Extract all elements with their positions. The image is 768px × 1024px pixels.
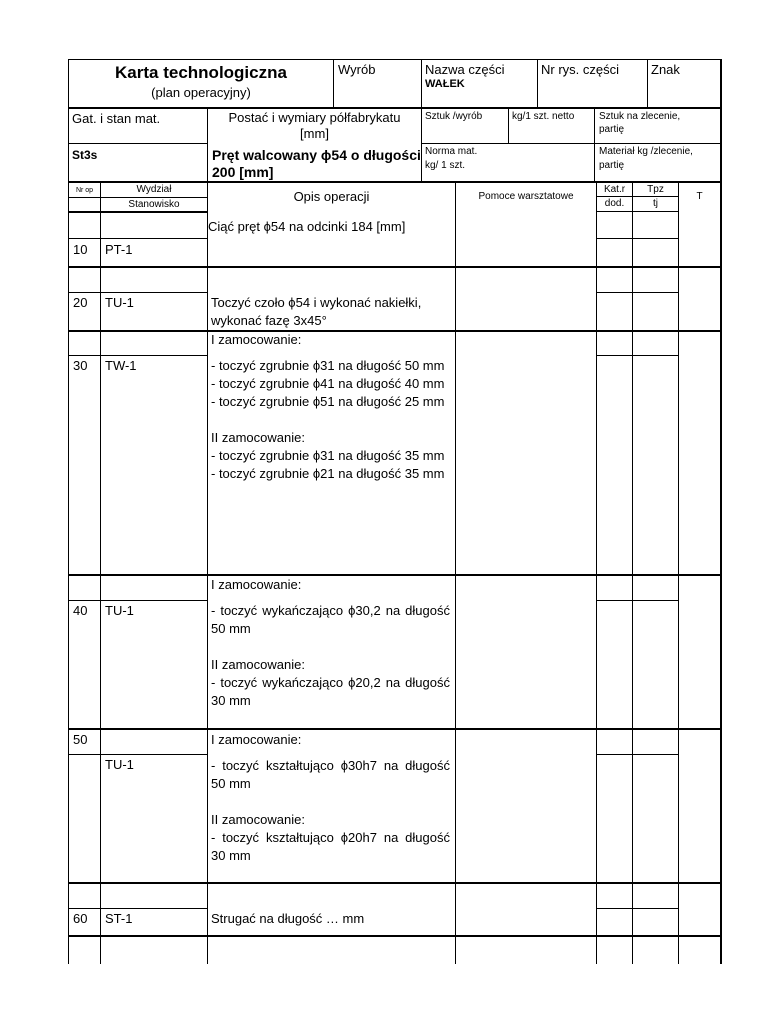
col-stanowisko: Stanowisko bbox=[128, 199, 180, 210]
col-tpz: Tpz bbox=[647, 184, 664, 195]
col-wydzial: Wydział bbox=[136, 184, 172, 195]
col-nr-op: Nr op bbox=[75, 187, 94, 194]
op-nr: 20 bbox=[73, 295, 88, 310]
col-pomoce: Pomoce warsztatowe bbox=[478, 191, 574, 202]
op-nr: 10 bbox=[73, 242, 88, 257]
material-kg-label: Materiał kg /zlecenie, bbox=[599, 146, 693, 157]
postac-label: Postać i wymiary półfabrykatu bbox=[228, 110, 401, 125]
postac-value: Pręt walcowany ϕ54 o długości bbox=[212, 147, 421, 163]
col-dod: dod. bbox=[604, 198, 625, 209]
op-stanowisko: TW-1 bbox=[105, 358, 137, 373]
postac-label-unit: [mm] bbox=[300, 126, 329, 141]
col-t: T bbox=[696, 191, 703, 202]
op-opis: Toczyć czoło ϕ54 i wykonać nakiełki, wykonać fazę 3x45° bbox=[211, 295, 422, 328]
op-opis: Strugać na długość … mm bbox=[211, 911, 365, 926]
nr-rys-label: Nr rys. części bbox=[541, 62, 619, 77]
op-opis: I zamocowanie: - toczyć zgrubnie ϕ31 na długość 50 mm - toczyć zgrubnie ϕ41 na długość 40 mm - toczyć zgrubnie ϕ51 na długość 25 mm II zamocowanie: - toczyć zgrubnie ϕ31 na długość 35 mm - toczyć zgrubnie ϕ21 na długość 35 mm bbox=[211, 332, 445, 481]
op-opis: I zamocowanie: - toczyć kształtująco ϕ30h7 na długość 50 mm II zamocowanie: - toczyć kształtująco ϕ20h7 na długość 30 mm bbox=[211, 732, 450, 863]
col-tj: tj bbox=[653, 198, 658, 209]
op-nr: 60 bbox=[73, 911, 88, 926]
op-opis: Ciąć pręt ϕ54 na odcinki 184 [mm] bbox=[208, 219, 406, 234]
op-stanowisko: TU-1 bbox=[105, 757, 134, 772]
nazwa-czesci-label: Nazwa części bbox=[425, 62, 505, 77]
gat-value: St3s bbox=[72, 148, 98, 162]
col-kat: Kat.r bbox=[603, 184, 626, 195]
postac-value-length: 200 [mm] bbox=[212, 164, 274, 180]
op-stanowisko: TU-1 bbox=[105, 603, 134, 618]
sztuk-wyrob-label: Sztuk /wyrób bbox=[425, 111, 483, 122]
norma-label: Norma mat. bbox=[425, 146, 478, 157]
norma-label-2: kg/ 1 szt. bbox=[425, 160, 466, 171]
op-opis: I zamocowanie: - toczyć wykańczająco ϕ30,2 na długość 50 mm II zamocowanie: - toczyć wykańczająco ϕ20,2 na długość 30 mm bbox=[211, 577, 450, 708]
sztuk-zlecenie-label: Sztuk na zlecenie, bbox=[599, 111, 681, 122]
op-stanowisko: PT-1 bbox=[105, 242, 133, 257]
op-nr: 50 bbox=[73, 732, 88, 747]
col-opis: Opis operacji bbox=[293, 189, 370, 204]
op-stanowisko: TU-1 bbox=[105, 295, 134, 310]
kg-netto-label: kg/1 szt. netto bbox=[512, 111, 575, 122]
material-kg-label-2: partię bbox=[599, 160, 625, 171]
nazwa-czesci-value: WAŁEK bbox=[425, 78, 465, 90]
op-stanowisko: ST-1 bbox=[105, 911, 133, 926]
card-title: Karta technologiczna bbox=[115, 63, 287, 82]
wyrob-label: Wyrób bbox=[338, 62, 376, 77]
sztuk-zlecenie-label-2: partię bbox=[599, 124, 625, 135]
op-nr: 30 bbox=[73, 358, 88, 373]
op-nr: 40 bbox=[73, 603, 88, 618]
card-subtitle: (plan operacyjny) bbox=[151, 85, 251, 100]
znak-label: Znak bbox=[651, 62, 680, 77]
gat-label: Gat. i stan mat. bbox=[72, 111, 161, 126]
